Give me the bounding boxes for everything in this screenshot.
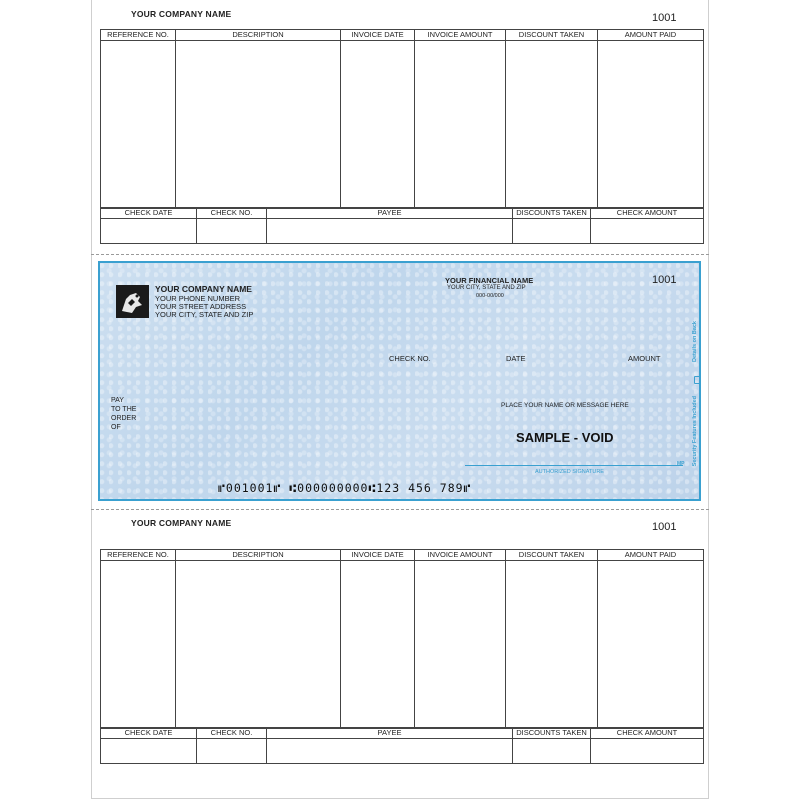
table-cell: [101, 739, 197, 764]
col-header-check-no: CHECK NO.: [197, 208, 267, 219]
table-cell: [591, 219, 704, 244]
col-header-check-date: CHECK DATE: [101, 728, 197, 739]
table-cell: [197, 219, 267, 244]
side-text-security: Security Features Included: [692, 396, 698, 467]
col-header-invoice-amount: INVOICE AMOUNT: [415, 30, 506, 41]
pay-line: PAY: [111, 397, 124, 404]
pay-to-order-label: [111, 396, 136, 432]
top-stub-company-name: YOUR COMPANY NAME: [131, 9, 232, 19]
table-cell: [341, 41, 415, 209]
table-cell: [101, 41, 176, 209]
col-header-amount-paid: AMOUNT PAID: [598, 30, 704, 41]
table-cell: [513, 219, 591, 244]
bottom-invoice-table: [100, 549, 704, 729]
perforation-line-bottom: [91, 509, 709, 510]
table-cell: [415, 41, 506, 209]
padlock-icon: [694, 376, 701, 384]
table-cell: [101, 219, 197, 244]
company-logo-icon: [116, 285, 149, 318]
col-header-invoice-amount: INVOICE AMOUNT: [415, 550, 506, 561]
col-header-invoice-date: INVOICE DATE: [341, 550, 415, 561]
bank-name: YOUR FINANCIAL NAME: [445, 276, 534, 285]
custom-message: PLACE YOUR NAME OR MESSAGE HERE: [501, 402, 629, 409]
check-phone: YOUR PHONE NUMBER: [155, 294, 241, 303]
table-cell: [176, 561, 341, 729]
col-header-check-amount: CHECK AMOUNT: [591, 208, 704, 219]
mp-security-mark: MP: [677, 461, 685, 467]
col-header-payee: PAYEE: [267, 208, 513, 219]
col-header-reference-no: REFERENCE NO.: [101, 550, 176, 561]
check-number: 1001: [652, 274, 677, 286]
routing-fraction: 000-00/000: [476, 293, 504, 299]
check-company-name: YOUR COMPANY NAME: [155, 284, 252, 294]
col-header-check-amount: CHECK AMOUNT: [591, 728, 704, 739]
table-cell: [591, 739, 704, 764]
perforation-line-top: [91, 254, 709, 255]
check-no-label: CHECK NO.: [389, 354, 431, 363]
table-cell: [176, 41, 341, 209]
table-cell: [341, 561, 415, 729]
table-cell: [415, 561, 506, 729]
col-header-discounts-taken: DISCOUNTS TAKEN: [513, 728, 591, 739]
date-label: DATE: [506, 354, 526, 363]
col-header-discounts-taken: DISCOUNTS TAKEN: [513, 208, 591, 219]
sample-void-text: SAMPLE - VOID: [516, 430, 614, 445]
col-header-description: DESCRIPTION: [176, 30, 341, 41]
table-cell: [598, 561, 704, 729]
table-cell: [101, 561, 176, 729]
side-text-details: Details on Back: [692, 321, 698, 362]
check-street-address: YOUR STREET ADDRESS: [155, 302, 247, 311]
table-cell: [197, 739, 267, 764]
micr-line: ⑈001001⑈ ⑆000000000⑆123 456 789⑈: [218, 481, 472, 495]
pay-line: ORDER: [111, 415, 137, 422]
col-header-amount-paid: AMOUNT PAID: [598, 550, 704, 561]
table-cell: [267, 219, 513, 244]
col-header-discount-taken: DISCOUNT TAKEN: [506, 30, 598, 41]
top-summary-table: [100, 207, 704, 244]
bank-city: YOUR CITY, STATE AND ZIP: [447, 285, 526, 291]
bottom-stub-company-name: YOUR COMPANY NAME: [131, 518, 232, 528]
col-header-description: DESCRIPTION: [176, 550, 341, 561]
table-cell: [506, 41, 598, 209]
table-cell: [267, 739, 513, 764]
col-header-reference-no: REFERENCE NO.: [101, 30, 176, 41]
bottom-summary-table: [100, 727, 704, 764]
table-cell: [513, 739, 591, 764]
check-body: [98, 261, 701, 501]
col-header-discount-taken: DISCOUNT TAKEN: [506, 550, 598, 561]
table-cell: [598, 41, 704, 209]
pay-line: OF: [111, 424, 121, 431]
col-header-payee: PAYEE: [267, 728, 513, 739]
col-header-check-date: CHECK DATE: [101, 208, 197, 219]
bottom-stub-check-number: 1001: [652, 521, 677, 533]
top-invoice-table: [100, 29, 704, 209]
col-header-invoice-date: INVOICE DATE: [341, 30, 415, 41]
pay-line: TO THE: [111, 406, 137, 413]
authorized-signature-label: AUTHORIZED SIGNATURE: [535, 469, 604, 475]
amount-label: AMOUNT: [628, 354, 661, 363]
table-cell: [506, 561, 598, 729]
col-header-check-no: CHECK NO.: [197, 728, 267, 739]
check-city-state-zip: YOUR CITY, STATE AND ZIP: [155, 310, 254, 319]
top-stub-check-number: 1001: [652, 12, 677, 24]
signature-line: [465, 465, 683, 466]
